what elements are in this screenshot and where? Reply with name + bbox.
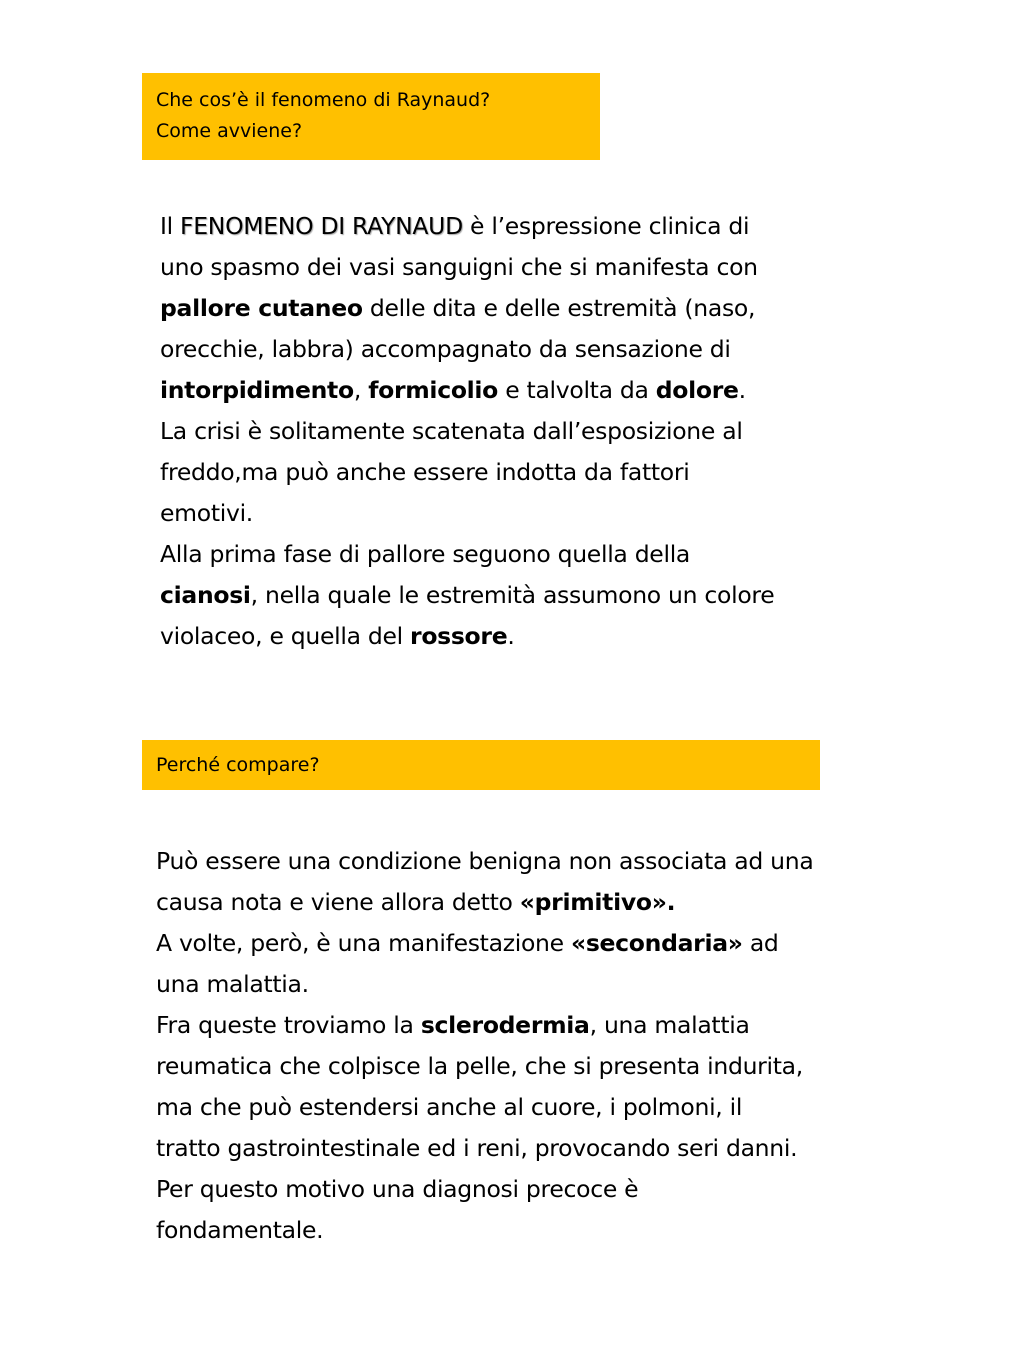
text-line: uno spasmo dei vasi sanguigni che si manifesta con xyxy=(160,253,758,281)
bold-term: rossore xyxy=(410,622,508,650)
text-line: cianosi, nella quale le estremità assumono un colore xyxy=(160,581,775,609)
text-line: freddo,ma può anche essere indotta da fattori xyxy=(160,458,690,486)
text-line: pallore cutaneo delle dita e delle estremità (naso, xyxy=(160,294,756,322)
text-line: una malattia. xyxy=(156,970,309,998)
text-line: Alla prima fase di pallore seguono quella della xyxy=(160,540,691,568)
text-line: fondamentale. xyxy=(156,1216,324,1244)
heading-callout-what-is xyxy=(142,73,600,160)
heading-line: Come avviene? xyxy=(156,120,303,142)
bold-term: sclerodermia xyxy=(420,1011,590,1039)
text-line: intorpidimento, formicolio e talvolta da dolore. xyxy=(160,376,746,404)
text-line: violaceo, e quella del rossore. xyxy=(160,622,515,650)
bold-term: «secondaria» xyxy=(570,929,743,957)
text-line: Il FENOMENO DI RAYNAUD è l’espressione clinica di xyxy=(160,212,750,240)
heading-line: Che cos’è il fenomeno di Raynaud? xyxy=(156,89,491,111)
text-line: La crisi è solitamente scatenata dall’esposizione al xyxy=(160,417,743,445)
bold-term: formicolio xyxy=(368,376,499,404)
text-line: Può essere una condizione benigna non associata ad una xyxy=(156,847,814,875)
text-line: Fra queste troviamo la sclerodermia, una malattia xyxy=(156,1011,750,1039)
text-line: causa nota e viene allora detto «primitivo». xyxy=(156,888,676,916)
bold-term: cianosi xyxy=(160,581,251,609)
text-line: A volte, però, è una manifestazione «secondaria» ad xyxy=(156,929,779,957)
raynaud-term: FENOMENO DI RAYNAUD xyxy=(180,212,463,240)
text-line: tratto gastrointestinale ed i reni, provocando seri danni. xyxy=(156,1134,798,1162)
bold-term: «primitivo». xyxy=(519,888,676,916)
definition-paragraph xyxy=(160,206,950,657)
text-line: Per questo motivo una diagnosi precoce è xyxy=(156,1175,639,1203)
text-line: orecchie, labbra) accompagnato da sensazione di xyxy=(160,335,731,363)
causes-paragraph xyxy=(156,841,996,1251)
bold-term: pallore cutaneo xyxy=(160,294,363,322)
text-line: ma che può estendersi anche al cuore, i polmoni, il xyxy=(156,1093,743,1121)
heading-callout-why xyxy=(142,740,820,790)
bold-term: dolore xyxy=(655,376,739,404)
bold-term: intorpidimento xyxy=(160,376,354,404)
text-line: reumatica che colpisce la pelle, che si presenta indurita, xyxy=(156,1052,803,1080)
heading-line: Perché compare? xyxy=(156,754,320,776)
text-line: emotivi. xyxy=(160,499,253,527)
